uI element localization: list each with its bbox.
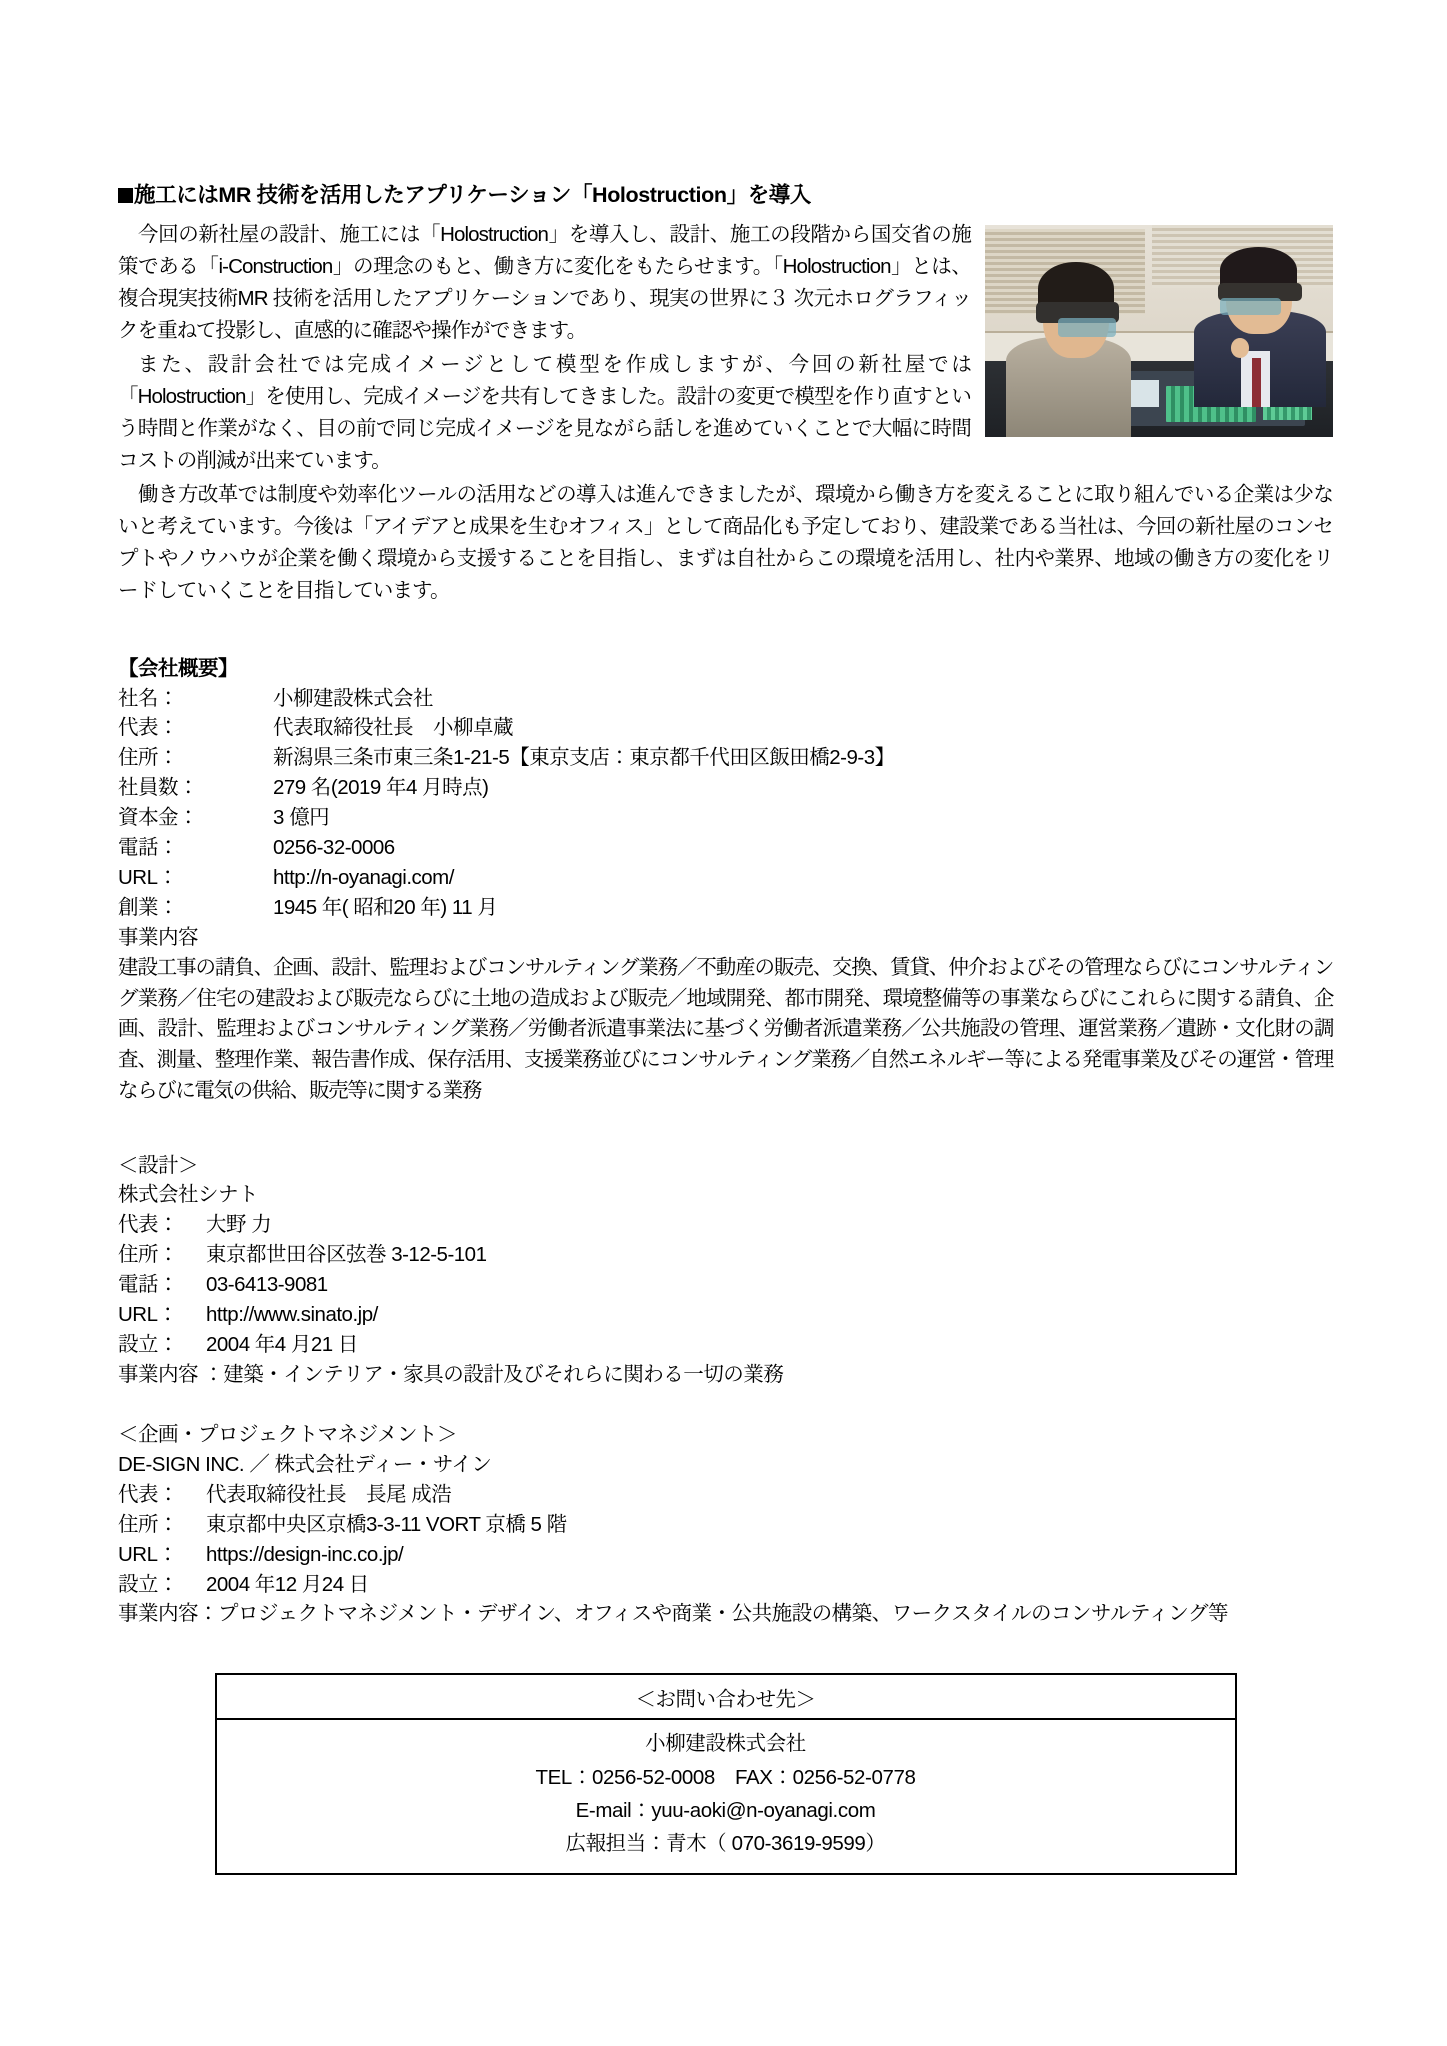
contact-pr-person: 広報担当：青木（ 070-3619-9599） — [565, 1831, 886, 1855]
table-row — [118, 713, 1333, 743]
company-profile-list — [118, 684, 1333, 923]
photo-person-left-visor-lens — [1058, 318, 1116, 338]
row-value: 03-6413-9081 — [206, 1273, 328, 1297]
row-key: 住所： — [118, 746, 178, 770]
row-key: URL： — [118, 1303, 178, 1327]
spacer-before-contact — [118, 1629, 1333, 1673]
section-heading-text: 施工にはMR 技術を活用したアプリケーション「Holostruction」を導入 — [134, 183, 812, 207]
row-key: 代表： — [118, 716, 178, 740]
photo-person-right-visor-lens — [1220, 298, 1281, 315]
intro-paragraph-2: また、設計会社では完成イメージとして模型を作成しますが、今回の新社屋では「Holostruction」を使用し、完成イメージを共有してきました。設計の変更で模型を作り直すという時間と作業がなく、目の前で同じ完成イメージを見ながら話しを進めていくことで大幅に時間コストの削減が出来ています。 — [118, 352, 971, 472]
table-row — [118, 1570, 1333, 1600]
section-heading — [118, 182, 1333, 209]
contact-company: 小柳建設株式会社 — [645, 1732, 806, 1756]
mr-demo-photo — [985, 225, 1333, 437]
row-key: 設立： — [118, 1572, 178, 1596]
row-key: 資本金： — [118, 806, 198, 830]
table-row — [118, 1270, 1333, 1300]
table-row — [118, 1540, 1333, 1570]
design-firm-section-label: ＜設計＞ — [118, 1153, 198, 1177]
intro-paragraph-1: 今回の新社屋の設計、施工には「Holostruction」を導入し、設計、施工の段階から国交省の施策である「i-Construction」の理念のもと、働き方に変化をもたらせます。「Holostruction」とは、複合現実技術MR 技術を活用したアプリケーションであり、現実の世界に３ 次元ホログラフィックを重ねて投影し、直感的に確認や操作ができます。 — [118, 222, 971, 342]
design-firm-business-line: 事業内容 ：建築・インテリア・家具の設計及びそれらに関わる一切の業務 — [118, 1363, 784, 1386]
contact-box-body — [217, 1720, 1235, 1873]
row-key: 代表： — [118, 1213, 178, 1237]
pm-firm-name: DE-SIGN INC. ／ 株式会社ディー・サイン — [118, 1452, 492, 1476]
photo-person-left — [1006, 259, 1131, 437]
row-value: 2004 年12 月24 日 — [206, 1572, 369, 1596]
row-value: http://n-oyanagi.com/ — [273, 866, 454, 890]
row-key: 社名： — [118, 686, 178, 710]
row-key: URL： — [118, 866, 178, 890]
table-row — [118, 803, 1333, 833]
photo-person-right-tie — [1252, 358, 1261, 408]
row-value: 1945 年( 昭和20 年) 11 月 — [273, 895, 498, 919]
table-row — [118, 684, 1333, 714]
row-value: 小柳建設株式会社 — [273, 686, 433, 710]
row-key: 創業： — [118, 895, 178, 919]
table-row — [118, 773, 1333, 803]
business-content-text: 建設工事の請負、企画、設計、監理およびコンサルティング業務／不動産の販売、交換、賃貸、仲介およびその管理ならびにコンサルティング業務／住宅の建設および販売ならびに土地の造成および販売／地域開発、都市開発、環境整備等の事業ならびにこれらに関する請負、企画、設計、監理およびコンサルティング業務／労働者派遣事業法に基づく労働者派遣業務／公共施設の管理、運営業務／遺跡・文化財の調査、測量、整理作業、報告書作成、保存活用、支援業務並びにコンサルティング業務／自然エネルギー等による発電事業及びその運営・管理ならびに電気の供給、販売等に関する業務 — [118, 955, 1333, 1102]
row-value: 2004 年4 月21 日 — [206, 1333, 358, 1357]
intro-paragraph-3: 働き方改革では制度や効率化ツールの活用などの導入は進んできましたが、環境から働き方を変えることに取り組んでいる企業は少ないと考えています。今後は「アイデアと成果を生むオフィス」として商品化も予定しており、建設業である当社は、今回の新社屋のコンセプトやノウハウが企業を働く環境から支援することを目指し、まずは自社からこの環境を活用し、社内や業界、地域の働き方の変化をリードしていくことを目指しています。 — [118, 482, 1333, 602]
row-value: 代表取締役社長 小柳卓蔵 — [273, 716, 513, 740]
row-key: 住所： — [118, 1243, 178, 1267]
pm-firm-list — [118, 1480, 1333, 1600]
spacer-after-intro — [118, 607, 1333, 651]
row-key: 電話： — [118, 836, 178, 860]
square-bullet-icon — [118, 188, 133, 203]
company-profile-title: 【会社概要】 — [118, 656, 238, 680]
table-row — [118, 863, 1333, 893]
row-key: 社員数： — [118, 776, 198, 800]
pm-firm-business-line: 事業内容：プロジェクトマネジメント・デザイン、オフィスや商業・公共施設の構築、ワークスタイルのコンサルティング等 — [118, 1602, 1228, 1626]
table-row — [118, 1330, 1333, 1360]
photo-person-right-hand — [1231, 338, 1250, 358]
design-firm-block — [118, 1151, 1333, 1390]
pm-firm-block — [118, 1420, 1333, 1629]
table-row — [118, 1510, 1333, 1540]
row-value: 3 億円 — [273, 806, 330, 830]
row-value: 大野 力 — [206, 1213, 272, 1237]
contact-tel-fax: TEL：0256-52-0008 FAX：0256-52-0778 — [535, 1765, 916, 1789]
spacer-after-design-firm — [118, 1390, 1333, 1420]
row-key: 代表： — [118, 1482, 178, 1506]
document-content — [118, 182, 1333, 1875]
table-row — [118, 1210, 1333, 1240]
table-row — [118, 893, 1333, 923]
row-value: http://www.sinato.jp/ — [206, 1303, 378, 1327]
contact-email: E-mail：yuu-aoki@n-oyanagi.com — [575, 1798, 876, 1822]
row-key: URL： — [118, 1542, 178, 1566]
table-row — [118, 1240, 1333, 1270]
design-firm-name: 株式会社シナト — [118, 1183, 258, 1207]
photo-person-right — [1194, 242, 1326, 407]
contact-box — [215, 1673, 1237, 1875]
pm-firm-section-label: ＜企画・プロジェクトマネジメント＞ — [118, 1422, 457, 1446]
row-key: 設立： — [118, 1333, 178, 1357]
row-value: 東京都中央区京橋3-3-11 VORT 京橋 5 階 — [206, 1512, 567, 1536]
row-value: 新潟県三条市東三条1-21-5【東京支店：東京都千代田区飯田橋2-9-3】 — [273, 746, 895, 770]
row-key: 電話： — [118, 1273, 178, 1297]
row-value: 0256-32-0006 — [273, 836, 395, 860]
row-value: https://design-inc.co.jp/ — [206, 1542, 404, 1566]
company-profile-block — [118, 651, 1333, 1107]
table-row — [118, 833, 1333, 863]
intro-body — [118, 219, 1333, 607]
row-value: 代表取締役社長 長尾 成浩 — [206, 1482, 452, 1506]
contact-box-header: ＜お問い合わせ先＞ — [217, 1675, 1235, 1720]
row-key: 住所： — [118, 1512, 178, 1536]
table-row — [118, 1300, 1333, 1330]
business-content-label: 事業内容 — [118, 925, 198, 949]
row-value: 279 名(2019 年4 月時点) — [273, 776, 489, 800]
design-firm-list — [118, 1210, 1333, 1360]
spacer-after-profile — [118, 1107, 1333, 1151]
row-value: 東京都世田谷区弦巻 3-12-5-101 — [206, 1243, 487, 1267]
table-row — [118, 1480, 1333, 1510]
table-row — [118, 743, 1333, 773]
